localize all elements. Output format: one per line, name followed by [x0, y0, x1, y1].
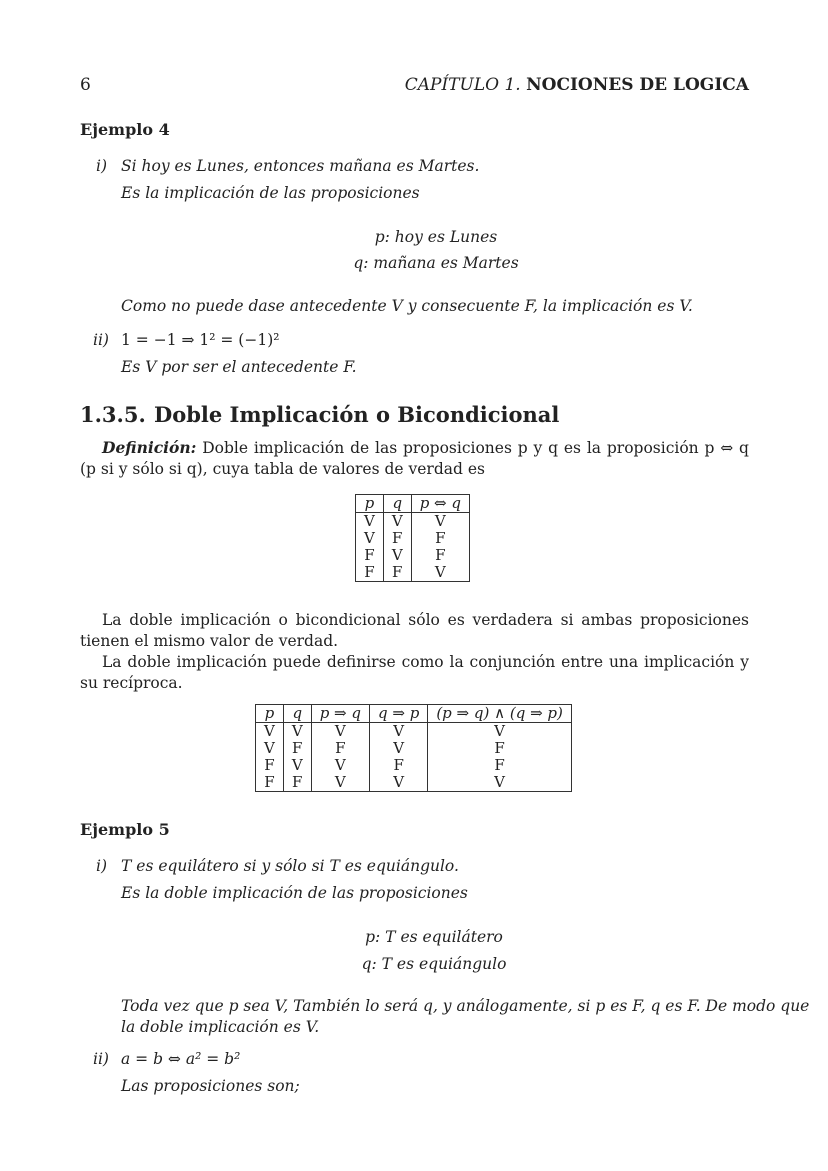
- table-cell: V: [264, 739, 275, 757]
- section-title: Doble Implicación o Bicondicional: [154, 402, 560, 427]
- table-cell: F: [370, 757, 428, 774]
- table-cell: V: [364, 512, 375, 530]
- example4-p-line: p: hoy es Lunes: [374, 228, 498, 246]
- paragraph-conjunction: [80, 652, 749, 694]
- example5-q-line: q: T es equiángulo: [361, 955, 507, 973]
- paragraph-2-text: La doble implicación puede definirse como la conjunción entre una implicación y su recíproca.: [80, 653, 749, 692]
- chapter-title: NOCIONES DE LOGICA: [526, 75, 749, 95]
- example5-i-marker: i): [96, 857, 108, 875]
- example4-ii-conclusion: Es V por ser el antecedente F.: [121, 358, 357, 376]
- example4-q-line: q: mañana es Martes: [353, 254, 519, 272]
- table-header-row: [256, 705, 572, 723]
- truth-table-biconditional: [355, 494, 470, 582]
- table-cell: V: [428, 774, 572, 792]
- table-cell: V: [411, 513, 469, 531]
- table-cell: V: [311, 774, 369, 792]
- table-cell: V: [311, 757, 369, 774]
- example5-ii-intro: Las proposiciones son;: [121, 1077, 300, 1095]
- table-cell: V: [383, 513, 411, 531]
- example4-ii-formula: 1 = −1 ⇒ 1² = (−1)²: [121, 331, 280, 349]
- example5-i-conclusion-2: la doble implicación es V.: [121, 1018, 320, 1036]
- table-row: [356, 547, 470, 564]
- table-header-cell: p ⇒ q: [311, 705, 369, 723]
- table-cell: V: [370, 774, 428, 792]
- paragraph-1-text: La doble implicación o bicondicional sólo es verdadera si ambas proposiciones tienen el mismo valor de verdad.: [80, 611, 749, 650]
- table-cell: V: [428, 723, 572, 741]
- table-header-cell: (p ⇒ q) ∧ (q ⇒ p): [428, 705, 572, 723]
- table-cell: V: [383, 547, 411, 564]
- chapter-prefix: CAPÍTULO 1.: [404, 75, 521, 95]
- section-number: 1.3.5.: [80, 402, 146, 427]
- table-cell: V: [411, 564, 469, 582]
- page-number: 6: [80, 75, 91, 95]
- table-cell: F: [383, 530, 411, 547]
- table-header-cell: p: [256, 705, 284, 723]
- example4-i-conclusion: Como no puede dase antecedente V y consecuente F, la implicación es V.: [121, 297, 693, 315]
- table-row: [256, 774, 572, 792]
- definition-paragraph: [80, 437, 749, 480]
- example5-i-conclusion-1: Toda vez que p sea V, También lo será q, y análogamente, si p es F, q es F. De modo que: [121, 997, 810, 1015]
- table-cell: V: [264, 722, 275, 740]
- table-header-cell: q: [283, 705, 311, 723]
- definition-label: Definición:: [102, 438, 197, 457]
- table-cell: F: [264, 756, 275, 774]
- example5-p-line: p: T es equilátero: [365, 928, 503, 946]
- table-cell: F: [428, 740, 572, 757]
- example5-heading: Ejemplo 5: [80, 820, 170, 839]
- table-cell: F: [311, 740, 369, 757]
- table-cell: F: [383, 564, 411, 582]
- table-row: [356, 530, 470, 547]
- table-cell: V: [364, 529, 375, 547]
- table-cell: F: [428, 757, 572, 774]
- table-cell: F: [283, 774, 311, 792]
- table-cell: F: [411, 547, 469, 564]
- example5-ii-formula: a = b ⇔ a² = b²: [121, 1050, 241, 1068]
- example4-i-marker: i): [96, 157, 108, 175]
- table-header-cell: q ⇒ p: [370, 705, 428, 723]
- example4-ii-marker: ii): [93, 331, 109, 349]
- example4-i-statement: Si hoy es Lunes, entonces mañana es Martes.: [121, 157, 480, 175]
- table-cell: V: [283, 757, 311, 774]
- table-cell: F: [411, 530, 469, 547]
- table-row: [356, 513, 470, 531]
- table-cell: V: [311, 723, 369, 741]
- example5-i-statement: T es equilátero si y sólo si T es equiángulo.: [121, 857, 459, 875]
- table-header-cell: q: [383, 495, 411, 513]
- table-header-cell: p: [356, 495, 384, 513]
- example4-heading: Ejemplo 4: [80, 120, 170, 139]
- table-row: [256, 740, 572, 757]
- table-row: [256, 723, 572, 741]
- table-cell: V: [370, 723, 428, 741]
- table-cell: F: [364, 563, 375, 581]
- truth-table-conjunction: [255, 704, 572, 792]
- table-header-cell: p ⇔ q: [411, 495, 469, 513]
- paragraph-biconditional-true: [80, 610, 749, 652]
- running-header: [405, 75, 749, 95]
- example4-i-intro: Es la implicación de las proposiciones: [121, 184, 420, 202]
- table-row: [356, 564, 470, 582]
- example5-ii-marker: ii): [93, 1050, 109, 1068]
- definition-text: Doble implicación de las proposiciones p y q es la proposición p ⇔ q (p si y sólo si q), cuya tabla de valores de verdad es: [80, 439, 749, 478]
- table-row: [256, 757, 572, 774]
- table-cell: F: [283, 740, 311, 757]
- table-cell: F: [364, 546, 375, 564]
- table-header-row: [356, 495, 470, 513]
- example5-i-intro: Es la doble implicación de las proposiciones: [121, 884, 468, 902]
- table-cell: V: [370, 740, 428, 757]
- section-heading: [80, 402, 559, 427]
- table-cell: V: [283, 723, 311, 741]
- table-cell: F: [264, 773, 275, 791]
